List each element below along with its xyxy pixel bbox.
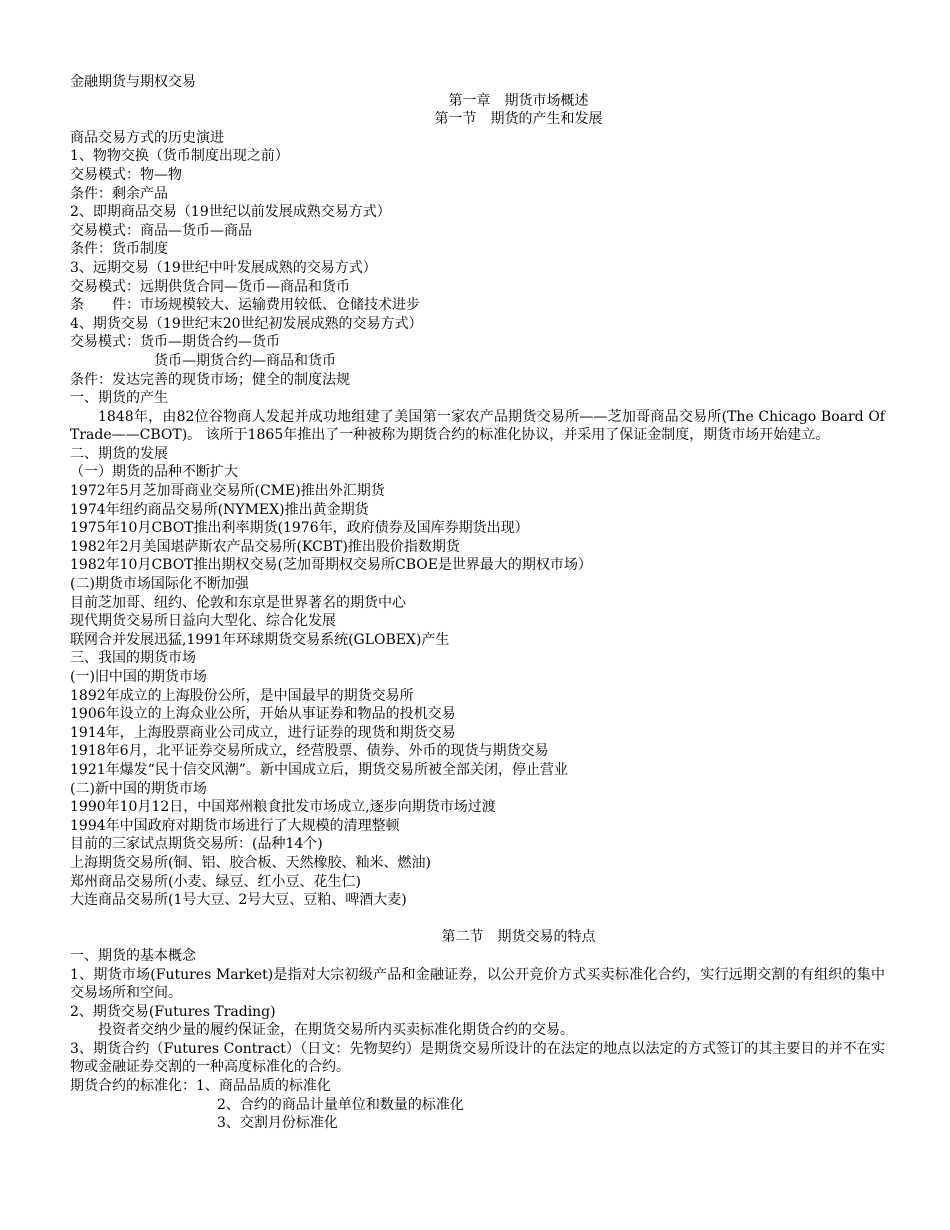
text-line: 1、物物交换（货币制度出现之前）	[70, 148, 289, 165]
paragraph-futures-market: 1、期货市场(Futures Market)是指对大宗初级产品和金融证券，以公开竞价方式买卖标准化合约，实行远期交割的有组织的集中交易场所和空间。	[70, 966, 885, 1002]
text-line: 1892年成立的上海股份公所，是中国最早的期货交易所	[70, 687, 414, 704]
chapter-title: 第一章 期货市场概述	[448, 92, 589, 109]
text-line: 3、远期交易（19世纪中叶发展成熟的交易方式）	[70, 259, 377, 276]
section-title-2: 第二节 期货交易的特点	[441, 929, 596, 946]
text-line: 上海期货交易所(铜、铝、胶合板、天然橡胶、籼米、燃油)	[70, 854, 431, 871]
text-line: 1972年5月芝加哥商业交易所(CME)推出外汇期货	[70, 483, 385, 500]
section-title-1: 第一节 期货的产生和发展	[434, 111, 603, 128]
text-line: 大连商品交易所(1号大豆、2号大豆、豆粕、啤酒大麦)	[70, 892, 407, 909]
text-line: (二)期货市场国际化不断加强	[70, 576, 249, 593]
text-line: 1975年10月CBOT推出利率期货(1976年，政府债券及国库券期货出现）	[70, 520, 529, 537]
history-lines	[70, 129, 885, 352]
text-line: （一）期货的品种不断扩大	[70, 464, 238, 481]
text-line: 二、期货的发展	[70, 445, 168, 462]
text-line: 交易模式：货币—期货合约—货币	[70, 334, 280, 351]
text-line: 1906年设立的上海众业公所，开始从事证券和物品的投机交易	[70, 706, 456, 723]
paragraph-1848: 1848年，由82位谷物商人发起并成功地组建了美国第一家农产品期货交易所——芝加哥商品交易所(The Chicago Board Of Trade——CBOT)。 该所于1865年推出了一种被称为期货合约的标准化协议，并采用了保证金制度，期货市场开始建立。	[70, 408, 890, 444]
text-line: 1918年6月，北平证券交易所成立，经营股票、债券、外币的现货与期货交易	[70, 743, 549, 760]
text-line: 商品交易方式的历史演进	[70, 129, 224, 146]
document-page	[70, 73, 890, 1133]
text-line: 2、合约的商品计量单位和数量的标准化	[217, 1096, 464, 1113]
text-line: 1921年爆发“民十信交风潮”。新中国成立后，期货交易所被全部关闭，停止营业	[70, 761, 568, 778]
blank-line	[70, 910, 885, 929]
text-line: 1990年10月12日，中国郑州粮食批发市场成立,逐步向期货市场过渡	[70, 799, 496, 816]
text-line: 三、我国的期货市场	[70, 650, 196, 667]
text-block	[70, 371, 885, 408]
paragraph-contract: 3、期货合约（Futures Contract）（日文：先物契约）是期货交易所设计的在法定的地点以法定的方式签订的其主要目的并不在实物或金融证券交割的一种高度标准化的合约。	[70, 1040, 885, 1076]
text-line: 交易模式：商品—货币—商品	[70, 222, 252, 239]
text-line: 1914年，上海股票商业公司成立，进行证券的现货和期货交易	[70, 724, 456, 741]
text-line: 1982年10月CBOT推出期权交易(芝加哥期权交易所CBOE是世界最大的期权市场）	[70, 557, 592, 574]
text-line: 4、期货交易（19世纪末20世纪初发展成熟的交易方式）	[70, 315, 423, 332]
text-line: 1994年中国政府对期货市场进行了大规模的清理整顿	[70, 817, 400, 834]
text-line: 一、期货的基本概念	[70, 947, 196, 964]
text-line: 1974年纽约商品交易所(NYMEX)推出黄金期货	[70, 501, 369, 518]
text-line: 条件：发达完善的现货市场；健全的制度法规	[70, 371, 350, 388]
text-line: 2、期货交易(Futures Trading)	[70, 1003, 276, 1020]
text-line: 条 件：市场规模较大、运输费用较低、仓储技术进步	[70, 297, 420, 314]
text-line: (一)旧中国的期货市场	[70, 669, 207, 685]
text-line: 目前芝加哥、纽约、伦敦和东京是世界著名的期货中心	[70, 594, 406, 611]
text-line: 郑州商品交易所(小麦、绿豆、红小豆、花生仁)	[70, 873, 361, 890]
text-line: 一、期货的产生	[70, 390, 168, 407]
standardization-label: 期货合约的标准化：1、商品品质的标准化	[70, 1078, 331, 1095]
text-line: 交易模式：物—物	[70, 166, 182, 183]
text-line: 3、交割月份标准化	[217, 1115, 338, 1132]
text-line: 1982年2月美国堪萨斯农产品交易所(KCBT)推出股价指数期货	[70, 538, 460, 555]
standardization-list	[70, 1096, 885, 1133]
text-line: 2、即期商品交易（19世纪以前发展成熟交易方式）	[70, 204, 391, 221]
document-title: 金融期货与期权交易	[70, 74, 196, 90]
text-line: 目前的三家试点期货交易所：(品种14个)	[70, 836, 323, 853]
text-line: 联网合并发展迅猛,1991年环球期货交易系统(GLOBEX)产生	[70, 631, 450, 648]
text-line: 货币—期货合约—商品和货币	[154, 352, 336, 369]
text-line: 交易模式：远期供货合同—货币—商品和货币	[70, 278, 350, 295]
text-line: 条件：货币制度	[70, 241, 168, 258]
paragraph-trading-desc: 投资者交纳少量的履约保证金，在期货交易所内买卖标准化期货合约的交易。	[98, 1022, 574, 1039]
development-lines	[70, 445, 885, 910]
text-line: 条件：剩余产品	[70, 185, 168, 202]
text-line: 现代期货交易所日益向大型化、综合化发展	[70, 613, 336, 630]
text-line: (二)新中国的期货市场	[70, 780, 207, 797]
text-block	[70, 947, 885, 966]
